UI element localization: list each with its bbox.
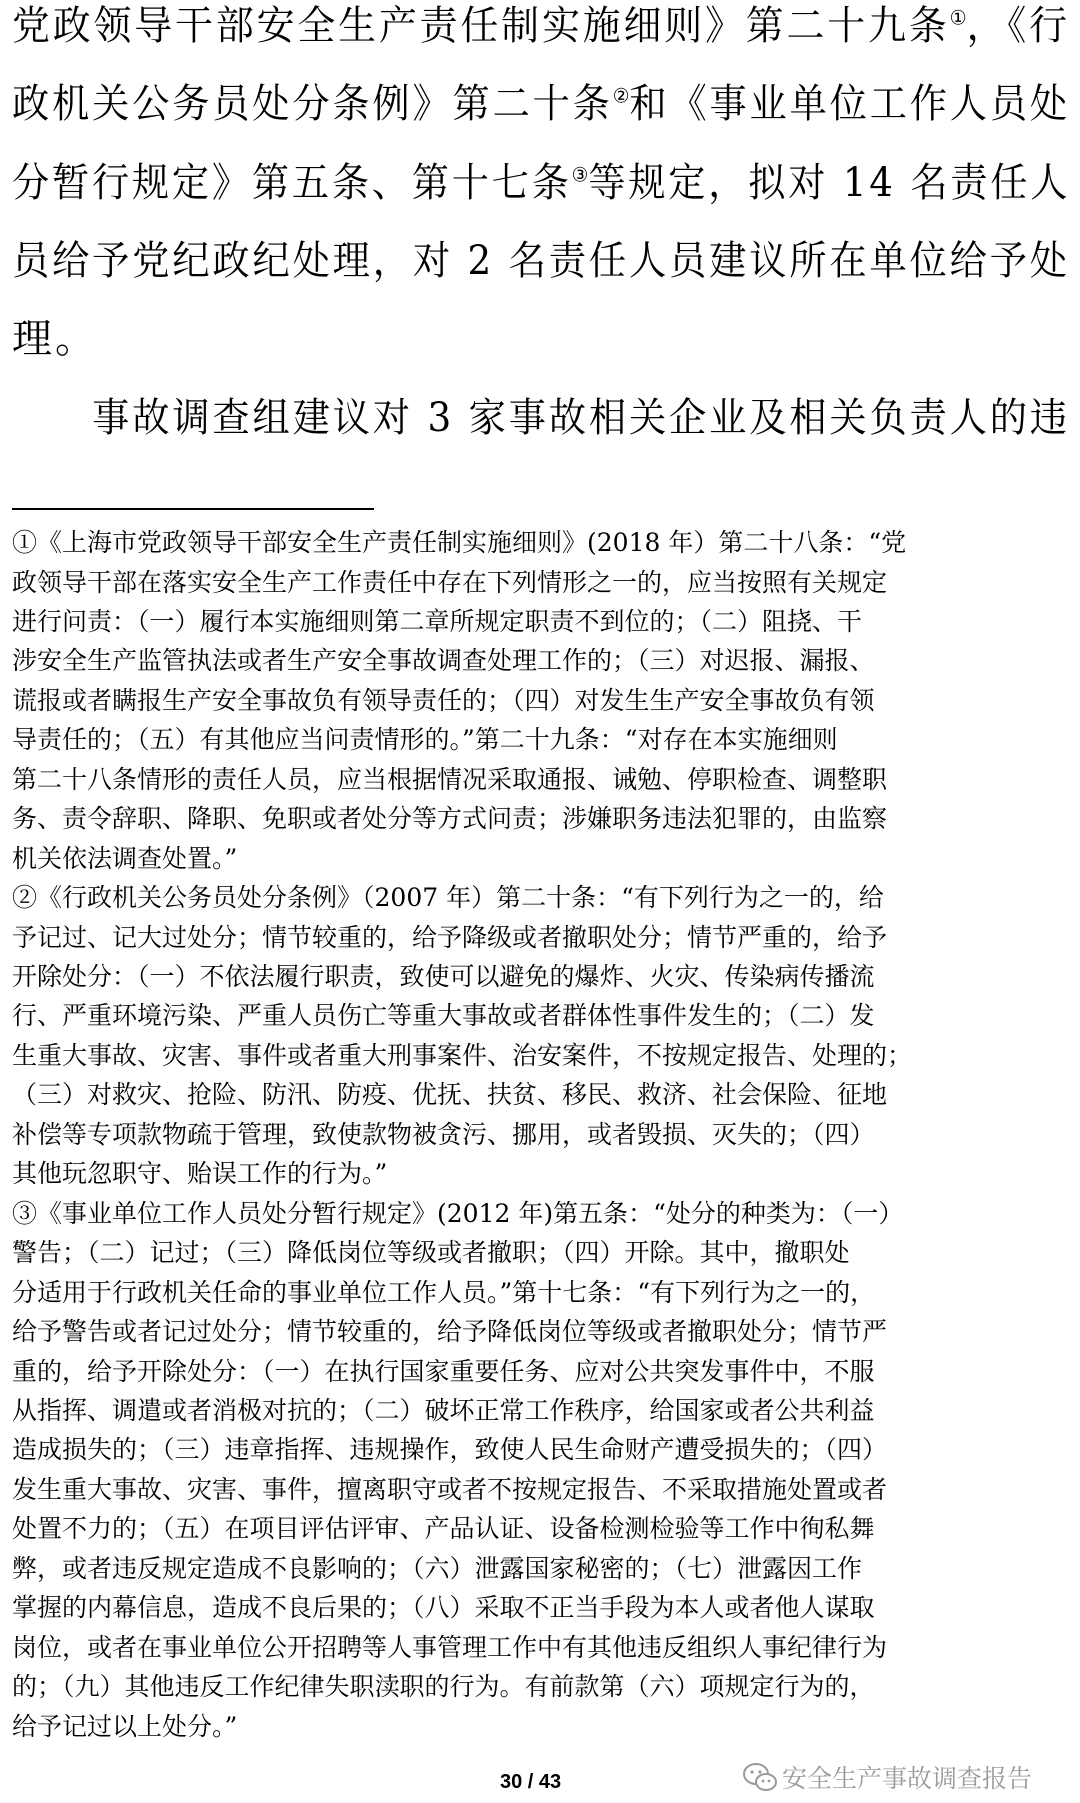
footnote-line: 警告；（二）记过；（三）降低岗位等级或者撤职；（四）开除。其中，撤职处	[12, 1238, 850, 1268]
footnote-line: 涉安全生产监管执法或者生产安全事故调查处理工作的；（三）对迟报、漏报、	[12, 646, 875, 676]
footnote-line: 补偿等专项款物疏于管理，致使款物被贪污、挪用，或者毁损、灭失的；（四）	[12, 1119, 875, 1149]
main-line	[12, 160, 1071, 206]
footnote-divider	[12, 508, 374, 510]
watermark-text: 安全生产事故调查报告	[782, 1764, 1033, 1793]
main-line	[12, 3, 1070, 49]
footnote-marker: ②	[612, 83, 630, 108]
footnote-line: 造成损失的；（三）违章指挥、违规操作，致使人民生命财产遭受损失的；（四）	[12, 1435, 888, 1465]
footnote-line: 岗位，或者在事业单位公开招聘等人事管理工作中有其他违反组织人事纪律行为	[12, 1632, 888, 1662]
main-line-text: 员给予党纪政纪处理，对 2 名责任人员建议所在单位给予处	[12, 238, 1070, 284]
footnote-line: 重的，给予开除处分：（一）在执行国家重要任务、应对公共突发事件中，不服	[12, 1356, 875, 1386]
footnote-line: 机关依法调查处置。”	[12, 843, 238, 873]
footnote-line: ②《行政机关公务员处分条例》（2007 年）第二十条：“有下列行为之一的，给	[12, 883, 884, 912]
footnote-line: 的；（九）其他违反工作纪律失职渎职的行为。有前款第（六）项规定行为的，	[12, 1672, 875, 1702]
footnote-marker: ③	[571, 162, 589, 187]
main-line	[12, 238, 1070, 284]
footnote-line: 政领导干部在落实安全生产工作责任中存在下列情形之一的，应当按照有关规定	[12, 567, 888, 597]
main-line-text: 事故调查组建议对 3 家事故相关企业及相关负责人的违	[12, 395, 1070, 441]
main-line-text: 党政领导干部安全生产责任制实施细则》第二十九条	[12, 3, 950, 49]
footnote-line: 开除处分：（一）不依法履行职责，致使可以避免的爆炸、火灾、传染病传播流	[12, 962, 875, 991]
footnote-line: 其他玩忽职守、贻误工作的行为。”	[12, 1159, 388, 1189]
footnote-line: 生重大事故、灾害、事件或者重大刑事案件、治安案件，不按规定报告、处理的；	[12, 1040, 913, 1070]
footnote-line: 给予警告或者记过处分；情节较重的，给予降低岗位等级或者撤职处分；情节严	[12, 1317, 888, 1346]
footnote-line: ③《事业单位工作人员处分暂行规定》(2012 年)第五条：“处分的种类为：（一）	[12, 1198, 904, 1228]
footnote-line: 谎报或者瞒报生产安全事故负有领导责任的；（四）对发生生产安全事故负有领	[12, 685, 875, 715]
main-line	[12, 395, 1070, 441]
footnote-line: 第二十八条情形的责任人员，应当根据情况采取通报、诫勉、停职检查、调整职	[12, 764, 888, 794]
footnote-marker: ①	[949, 5, 967, 30]
main-line-text: 政机关公务员处分条例》第二十条	[12, 81, 613, 127]
main-line-text: ，《行	[966, 3, 1070, 49]
main-line-text: 理。	[12, 316, 98, 362]
footnote-line: 掌握的内幕信息，造成不良后果的；（八）采取不正当手段为本人或者他人谋取	[12, 1593, 875, 1623]
footnote-line: 发生重大事故、灾害、事件，擅离职守或者不按规定报告、不采取措施处置或者	[12, 1474, 888, 1504]
footnote-line: 务、责令辞职、降职、免职或者处分等方式问责；涉嫌职务违法犯罪的，由监察	[12, 804, 888, 834]
footnote-line: 从指挥、调遣或者消极对抗的；（二）破坏正常工作秩序，给国家或者公共利益	[12, 1395, 875, 1425]
watermark	[742, 1760, 1032, 1794]
main-line	[12, 316, 98, 362]
footnote-line: 分适用于行政机关任命的事业单位工作人员。”第十七条：“有下列行为之一的，	[12, 1277, 876, 1307]
footnote-line: 导责任的；（五）有其他应当问责情形的。”第二十九条：“对存在本实施细则	[12, 725, 838, 755]
main-line-text: 分暂行规定》第五条、第十七条	[12, 160, 572, 206]
footnote-line: 进行问责：（一）履行本实施细则第二章所规定职责不到位的；（二）阻挠、干	[12, 606, 863, 636]
footnote-line: 予记过、记大过处分；情节较重的，给予降级或者撤职处分；情节严重的，给予	[12, 922, 888, 952]
footnote-line: 弊，或者违反规定造成不良影响的；（六）泄露国家秘密的；（七）泄露因工作	[12, 1553, 863, 1583]
footnote-line: ①《上海市党政领导干部安全生产责任制实施细则》(2018 年）第二十八条：“党	[12, 528, 907, 557]
footnote-line: 给予记过以上处分。”	[12, 1711, 238, 1741]
page-number: 30 / 43	[500, 1771, 562, 1793]
main-line-text: 和《事业单位工作人员处	[629, 81, 1070, 127]
main-line	[12, 81, 1070, 127]
footnote-line: 行、严重环境污染、严重人员伤亡等重大事故或者群体性事件发生的；（二）发	[12, 1001, 875, 1031]
main-line-text: 等规定，拟对 14 名责任人	[588, 160, 1071, 206]
footnote-line: （三）对救灾、抢险、防汛、防疫、优抚、扶贫、移民、救济、社会保险、征地	[12, 1080, 888, 1110]
wechat-icon	[742, 1762, 778, 1792]
footnote-line: 处置不力的；（五）在项目评估评审、产品认证、设备检测检验等工作中徇私舞	[12, 1514, 875, 1544]
